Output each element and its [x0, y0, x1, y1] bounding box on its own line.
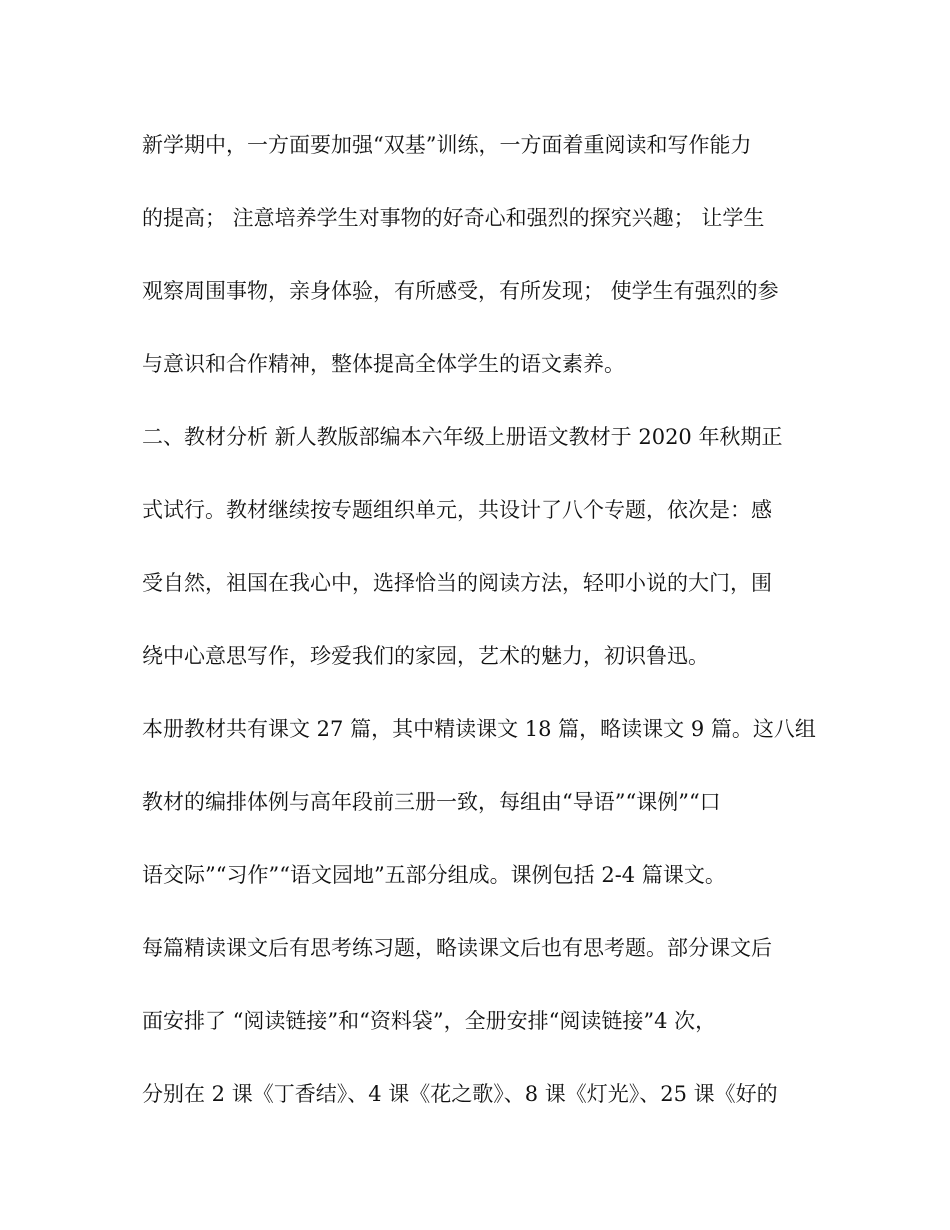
- text-line: 语交际”“习作”“语文园地”五部分组成。课例包括 2-4 篇课文。: [142, 863, 726, 887]
- section-heading-line: 二、教材分析 新人教版部编本六年级上册语文教材于 2020 年秋期正: [142, 425, 783, 449]
- text-line: 绕中心意思写作，珍爱我们的家园，艺术的魅力，初识鲁迅。: [142, 644, 709, 668]
- text-line: 与意识和合作精神，整体提高全体学生的语文素养。: [142, 352, 625, 376]
- text-line: 每篇精读课文后有思考练习题，略读课文后也有思考题。部分课文后: [142, 936, 772, 960]
- text-line: 分别在 2 课《丁香结》、4 课《花之歌》、8 课《灯光》、25 课《好的: [142, 1082, 778, 1106]
- text-line: 观察周围事物，亲身体验，有所感受，有所发现； 使学生有强烈的参: [142, 279, 779, 303]
- text-line: 新学期中，一方面要加强“双基”训练，一方面着重阅读和写作能力: [142, 133, 752, 157]
- text-line: 受自然，祖国在我心中，选择恰当的阅读方法，轻叩小说的大门，围: [142, 571, 772, 595]
- text-line: 教材的编排体例与高年段前三册一致，每组由“导语”“课例”“口: [142, 790, 721, 814]
- text-line: 本册教材共有课文 27 篇，其中精读课文 18 篇，略读课文 9 篇。这八组: [142, 717, 816, 741]
- text-line: 的提高； 注意培养学生对事物的好奇心和强烈的探究兴趣； 让学生: [142, 206, 765, 230]
- text-line: 面安排了 “阅读链接”和“资料袋”，全册安排“阅读链接”4 次，: [142, 1009, 717, 1033]
- text-line: 式试行。教材继续按专题组织单元，共设计了八个专题，依次是：感: [142, 498, 772, 522]
